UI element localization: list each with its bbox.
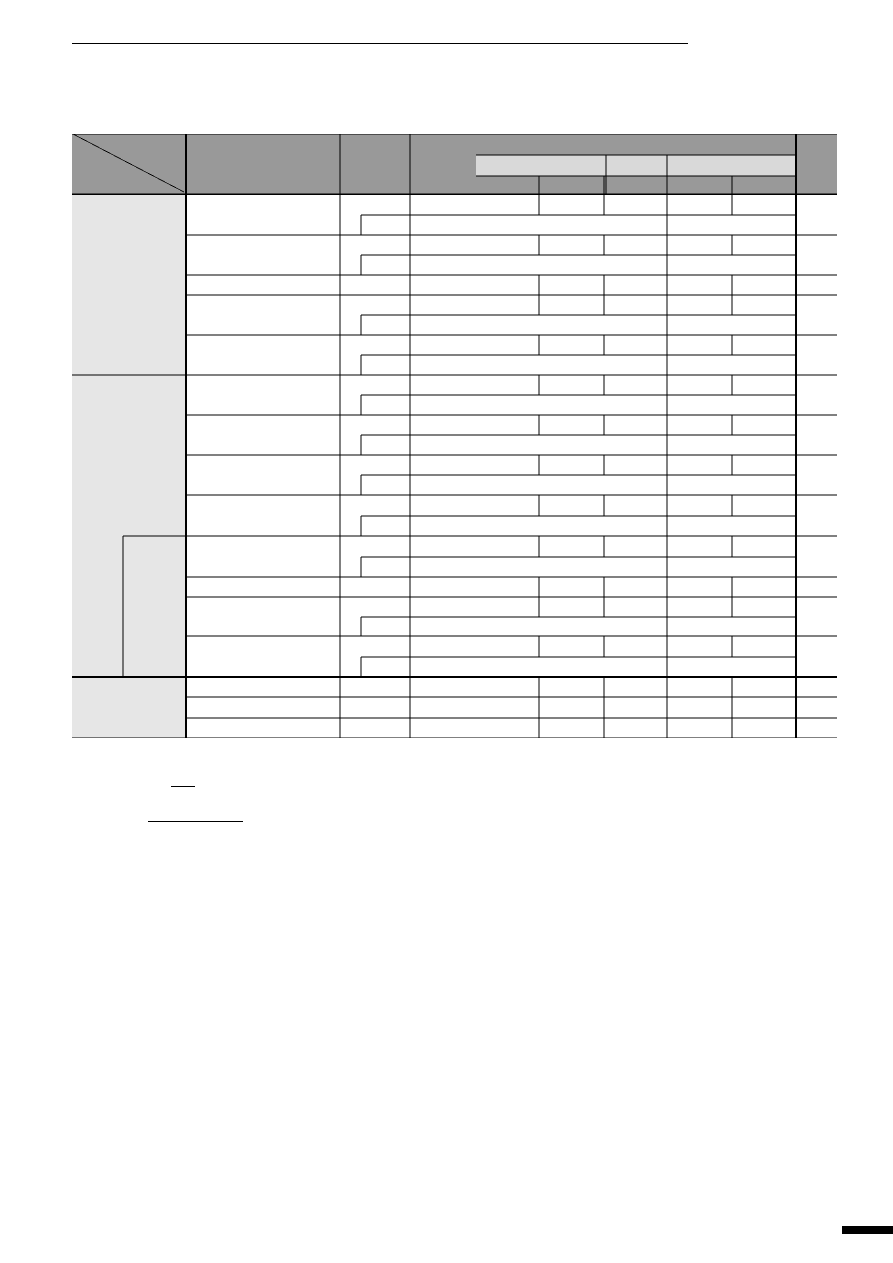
footnote-underline — [148, 821, 243, 822]
footnote-underline — [171, 786, 195, 787]
group-label-cell-3 — [72, 677, 186, 738]
spec-table — [72, 134, 837, 738]
header-rule — [72, 43, 688, 44]
table-subheader-fill — [476, 155, 796, 176]
group-label-cell-1 — [72, 194, 186, 375]
page-tab-marker — [842, 1226, 893, 1234]
group-label-cell-2 — [72, 375, 186, 677]
